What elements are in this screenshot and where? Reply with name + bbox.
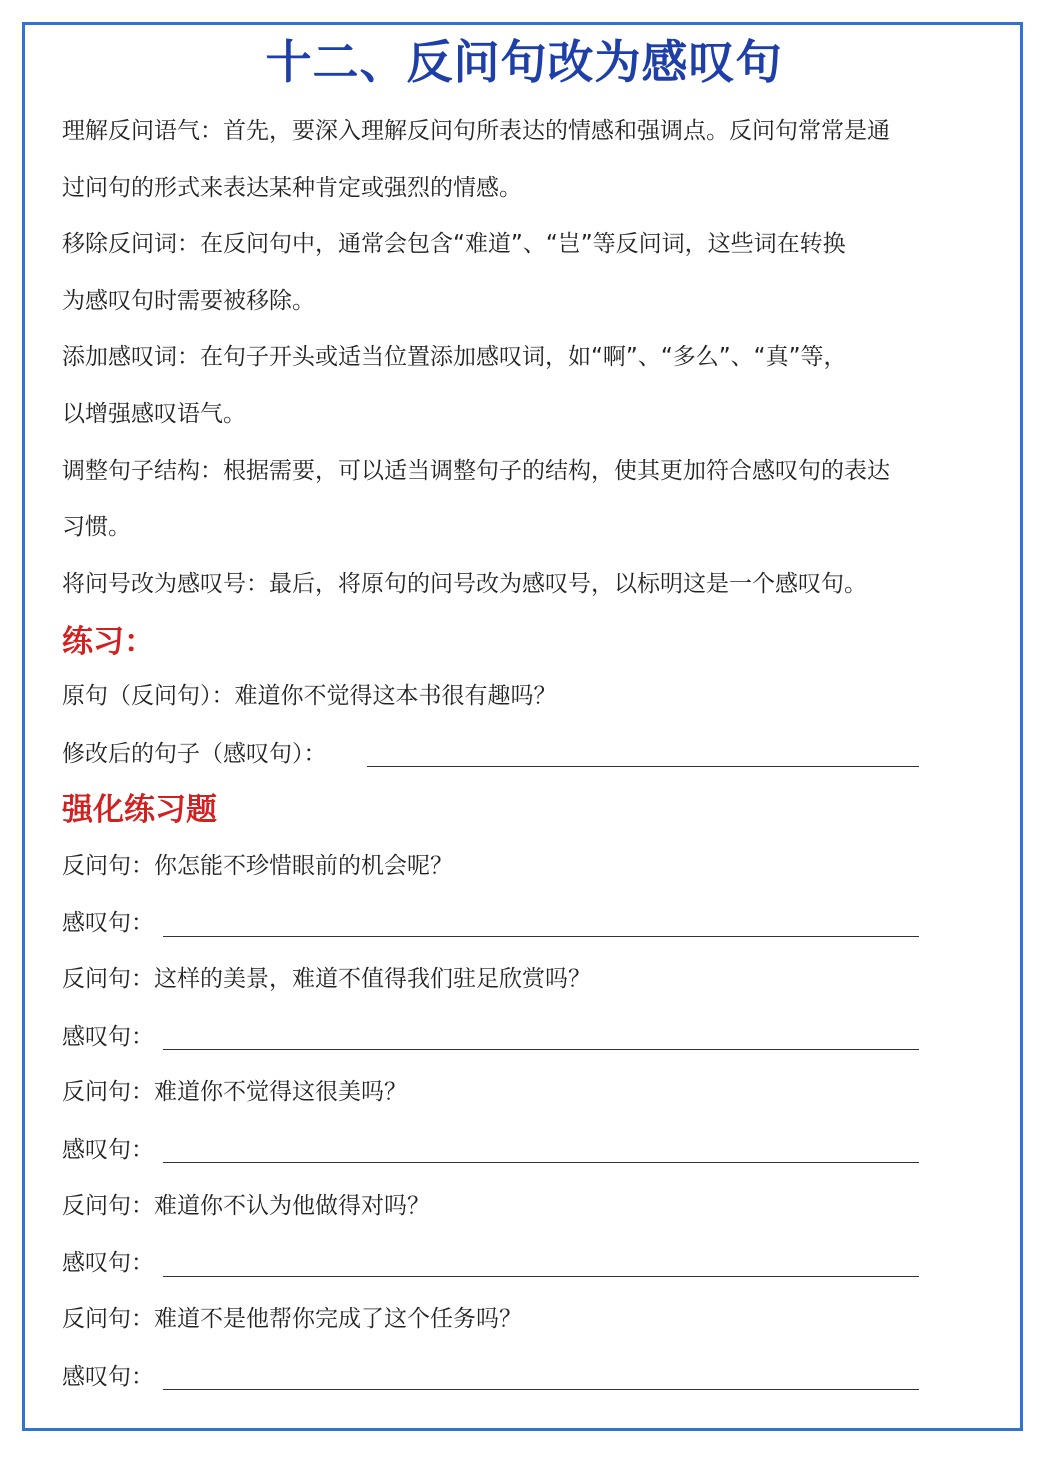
drill-answer-label: 感叹句：	[62, 1024, 154, 1050]
practice-heading: 练习：	[62, 624, 155, 660]
drill-answer-label: 感叹句：	[62, 1250, 154, 1276]
drill-answer-blank[interactable]	[163, 1389, 919, 1390]
intro-line: 以增强感叹语气。	[62, 401, 246, 427]
intro-line: 调整句子结构：根据需要，可以适当调整句子的结构，使其更加符合感叹句的表达	[62, 458, 890, 484]
intro-line: 过问句的形式来表达某种肯定或强烈的情感。	[62, 175, 522, 201]
drill-question: 反问句：难道你不认为他做得对吗？	[62, 1193, 430, 1219]
intro-line: 将问号改为感叹号：最后，将原句的问号改为感叹号，以标明这是一个感叹句。	[62, 571, 867, 597]
drill-answer-blank[interactable]	[163, 1049, 919, 1050]
intro-line: 习惯。	[62, 514, 131, 540]
drill-question: 反问句：难道你不觉得这很美吗？	[62, 1079, 407, 1105]
drill-heading: 强化练习题	[62, 792, 217, 828]
drill-question: 反问句：难道不是他帮你完成了这个任务吗？	[62, 1306, 522, 1332]
practice-answer-label: 修改后的句子（感叹句）：	[62, 741, 327, 767]
intro-line: 添加感叹词：在句子开头或适当位置添加感叹词，如“啊”、“多么”、“真”等，	[62, 344, 847, 370]
intro-line: 理解反问语气：首先，要深入理解反问句所表达的情感和强调点。反问句常常是通	[62, 118, 890, 144]
drill-question: 反问句：你怎能不珍惜眼前的机会呢？	[62, 853, 453, 879]
intro-line: 移除反问词：在反问句中，通常会包含“难道”、“岂”等反问词，这些词在转换	[62, 231, 846, 257]
drill-answer-label: 感叹句：	[62, 1137, 154, 1163]
drill-answer-blank[interactable]	[163, 936, 919, 937]
drill-answer-label: 感叹句：	[62, 910, 154, 936]
practice-answer-blank[interactable]	[367, 766, 919, 767]
drill-answer-label: 感叹句：	[62, 1364, 154, 1390]
drill-question: 反问句：这样的美景，难道不值得我们驻足欣赏吗？	[62, 966, 591, 992]
drill-answer-blank[interactable]	[163, 1162, 919, 1163]
page-title: 十二、反问句改为感叹句	[265, 35, 783, 89]
practice-original: 原句（反问句）：难道你不觉得这本书很有趣吗？	[62, 683, 557, 709]
drill-answer-blank[interactable]	[163, 1276, 919, 1277]
intro-line: 为感叹句时需要被移除。	[62, 288, 315, 314]
